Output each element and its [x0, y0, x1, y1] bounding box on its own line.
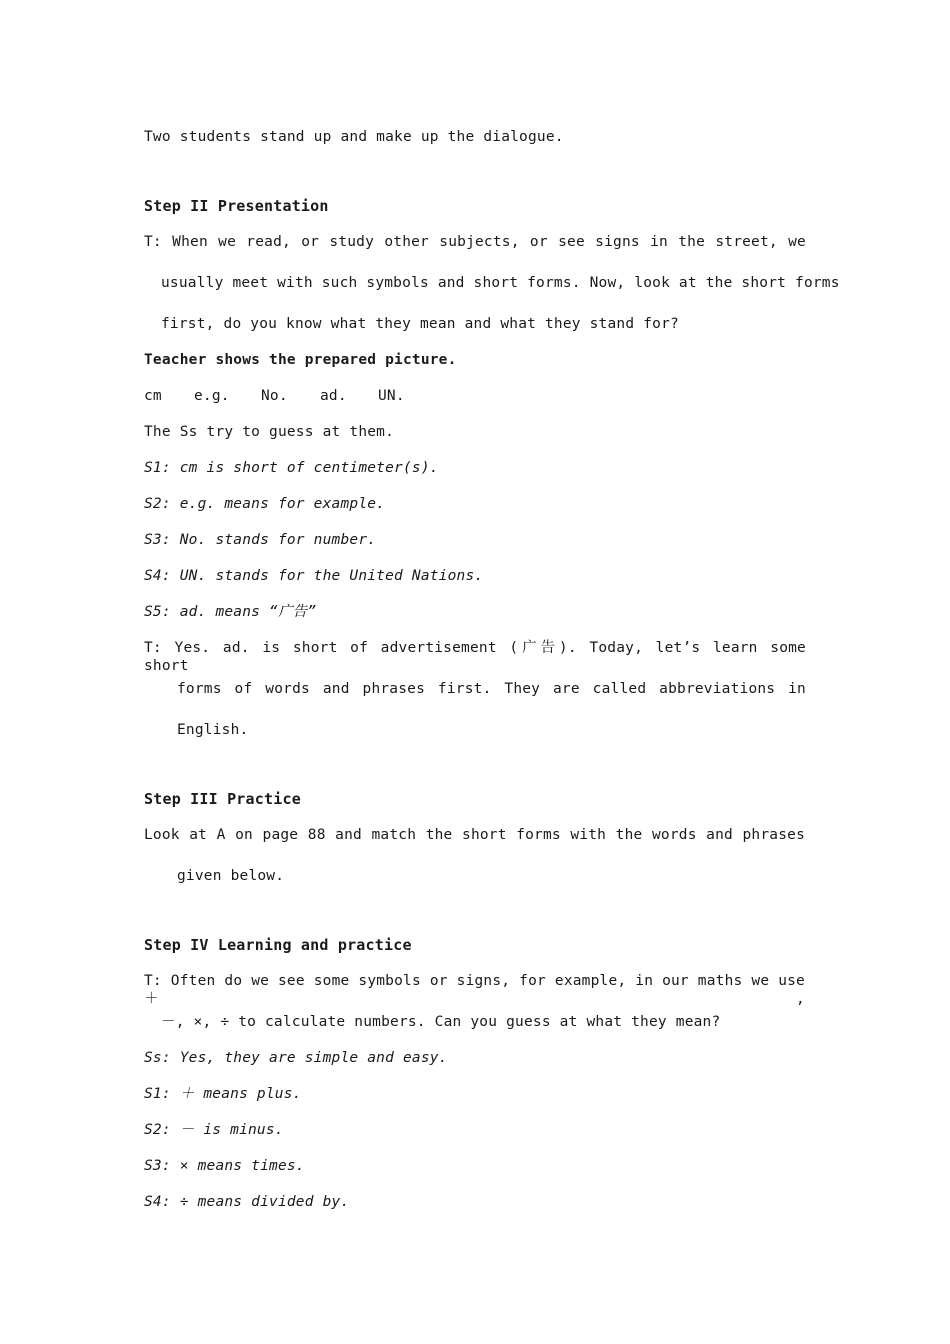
step4-answer-s1: S1: ＋ means plus. — [144, 1086, 302, 1102]
step2-teacher2-line1: T: Yes. ad. is short of advertisement (广告). Today, let’s learn some short — [144, 640, 806, 674]
step2-teacher-line2: usually meet with such symbols and short forms. Now, look at the short forms — [161, 275, 840, 291]
short-form-ad: ad. — [320, 388, 347, 404]
step4-answer-s2: S2: － is minus. — [144, 1122, 284, 1138]
short-form-cm: cm — [144, 388, 162, 404]
answer-s5: S5: ad. means “广告” — [144, 604, 317, 620]
answer-s2: S2: e.g. means for example. — [144, 496, 386, 512]
step4-answer-ss: Ss: Yes, they are simple and easy. — [144, 1050, 448, 1066]
intro-text: Two students stand up and make up the dialogue. — [144, 129, 564, 145]
short-form-no: No. — [261, 388, 288, 404]
step3-heading: Step III Practice — [144, 790, 301, 808]
step3-line2: given below. — [177, 868, 285, 884]
answer-s1: S1: cm is short of centimeter(s). — [144, 460, 439, 476]
step2-teacher2-line2: forms of words and phrases first. They are called abbreviations in — [177, 681, 806, 697]
short-form-un: UN. — [378, 388, 405, 404]
step2-heading: Step II Presentation — [144, 197, 329, 215]
step4-answer-s3: S3: × means times. — [144, 1158, 305, 1174]
answer-s3: S3: No. stands for number. — [144, 532, 377, 548]
step2-teacher-line3: first, do you know what they mean and what they stand for? — [161, 316, 679, 332]
step4-teacher-line2: －, ×, ÷ to calculate numbers. Can you guess at what they mean? — [161, 1014, 721, 1030]
guess-text: The Ss try to guess at them. — [144, 424, 395, 440]
step4-answer-s4: S4: ÷ means divided by. — [144, 1194, 350, 1210]
step4-teacher-line1: T: Often do we see some symbols or signs, for example, in our maths we use ＋, — [144, 973, 805, 1007]
step4-heading: Step IV Learning and practice — [144, 936, 412, 954]
step2-teacher2-line3: English. — [177, 722, 249, 738]
teacher-shows-text: Teacher shows the prepared picture. — [144, 352, 457, 368]
step2-teacher-line1: T: When we read, or study other subjects, or see signs in the street, we — [144, 234, 806, 250]
short-form-eg: e.g. — [194, 388, 230, 404]
answer-s4: S4: UN. stands for the United Nations. — [144, 568, 484, 584]
step3-line1: Look at A on page 88 and match the short forms with the words and phrases — [144, 827, 805, 843]
